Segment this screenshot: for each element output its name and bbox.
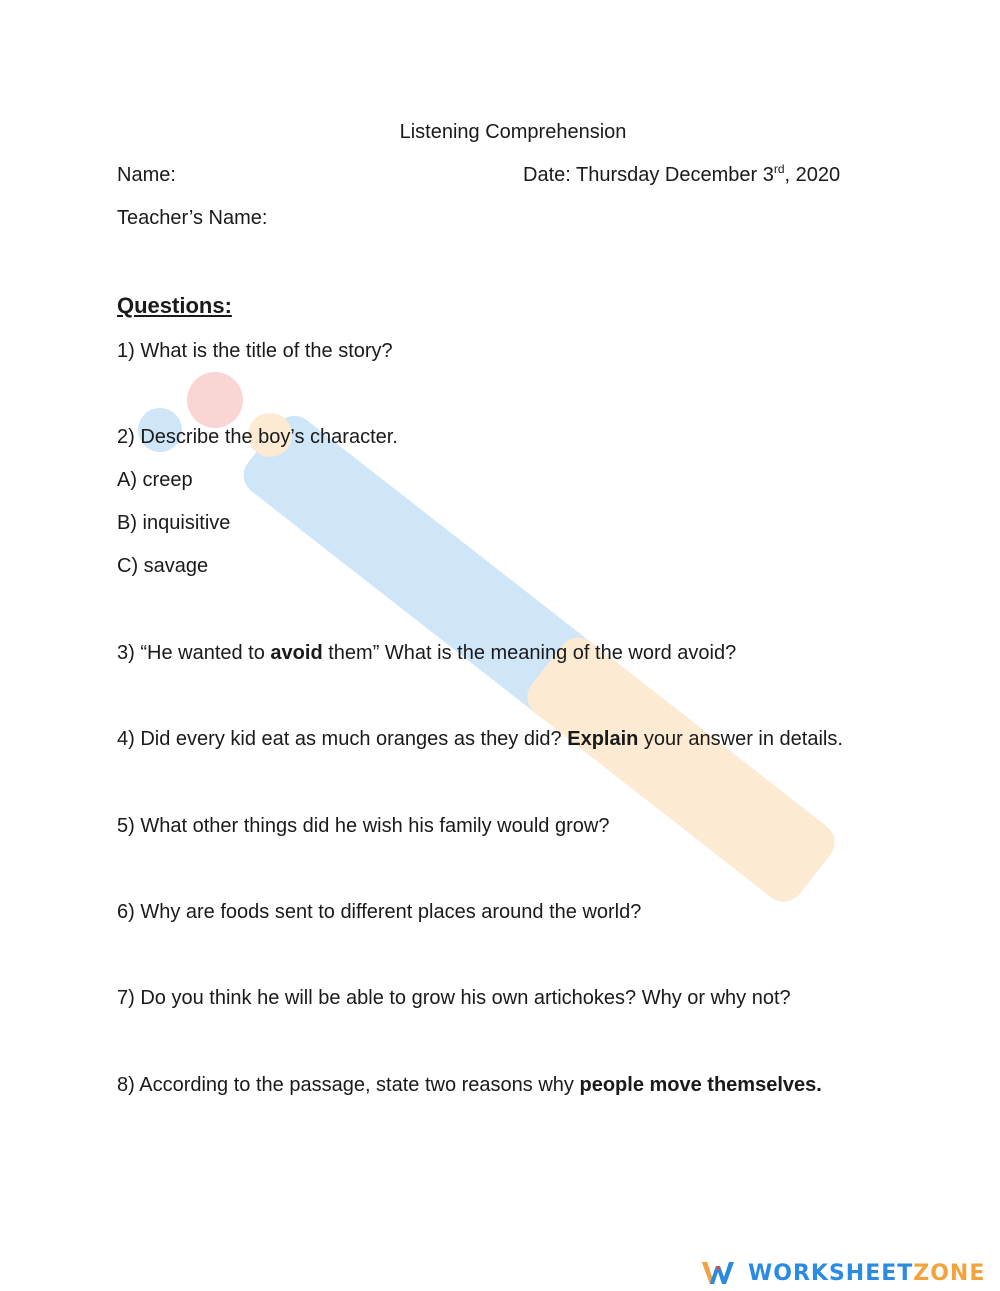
date-ordinal: rd (773, 162, 785, 176)
question-3 (117, 640, 736, 666)
question-8 (117, 1072, 822, 1098)
question-3-keyword: avoid (270, 642, 323, 664)
question-2: 2) Describe the boy’s character. (117, 426, 398, 448)
logo-word-worksheet: WORKSHEET (748, 1260, 914, 1286)
logo-wordmark (748, 1261, 985, 1286)
question-8-text-start: 8) According to the passage, state two reasons why (117, 1074, 580, 1096)
question-3-text-end: them” What is the meaning of the word avoid? (322, 642, 737, 664)
date-year: , 2020 (784, 164, 841, 186)
question-3-text-start: 3) “He wanted to (117, 642, 271, 664)
date-text: Date: Thursday December 3 (523, 164, 774, 186)
question-4-text-end: your answer in details. (638, 728, 843, 750)
option-c: C) savage (117, 555, 209, 577)
worksheet-title: Listening Comprehension (399, 121, 627, 143)
questions-heading: Questions: (117, 293, 232, 318)
question-1: 1) What is the title of the story? (117, 340, 393, 362)
teacher-name-label: Teacher’s Name: (117, 207, 268, 229)
worksheetzone-logo (700, 1256, 985, 1290)
question-5: 5) What other things did he wish his family would grow? (117, 815, 610, 837)
question-7: 7) Do you think he will be able to grow his own artichokes? Why or why not? (117, 987, 791, 1009)
option-a: A) creep (117, 469, 193, 491)
question-8-keyword: people move themselves. (579, 1074, 822, 1096)
question-4 (117, 726, 843, 752)
question-4-keyword: Explain (567, 728, 639, 750)
date-line (523, 162, 840, 188)
question-4-text-start: 4) Did every kid eat as much oranges as they did? (117, 728, 568, 750)
option-b: B) inquisitive (117, 512, 231, 534)
logo-word-zone: ZONE (913, 1260, 986, 1286)
name-label: Name: (117, 164, 176, 186)
question-6: 6) Why are foods sent to different places around the world? (117, 901, 642, 923)
w-logo-icon (700, 1258, 736, 1288)
